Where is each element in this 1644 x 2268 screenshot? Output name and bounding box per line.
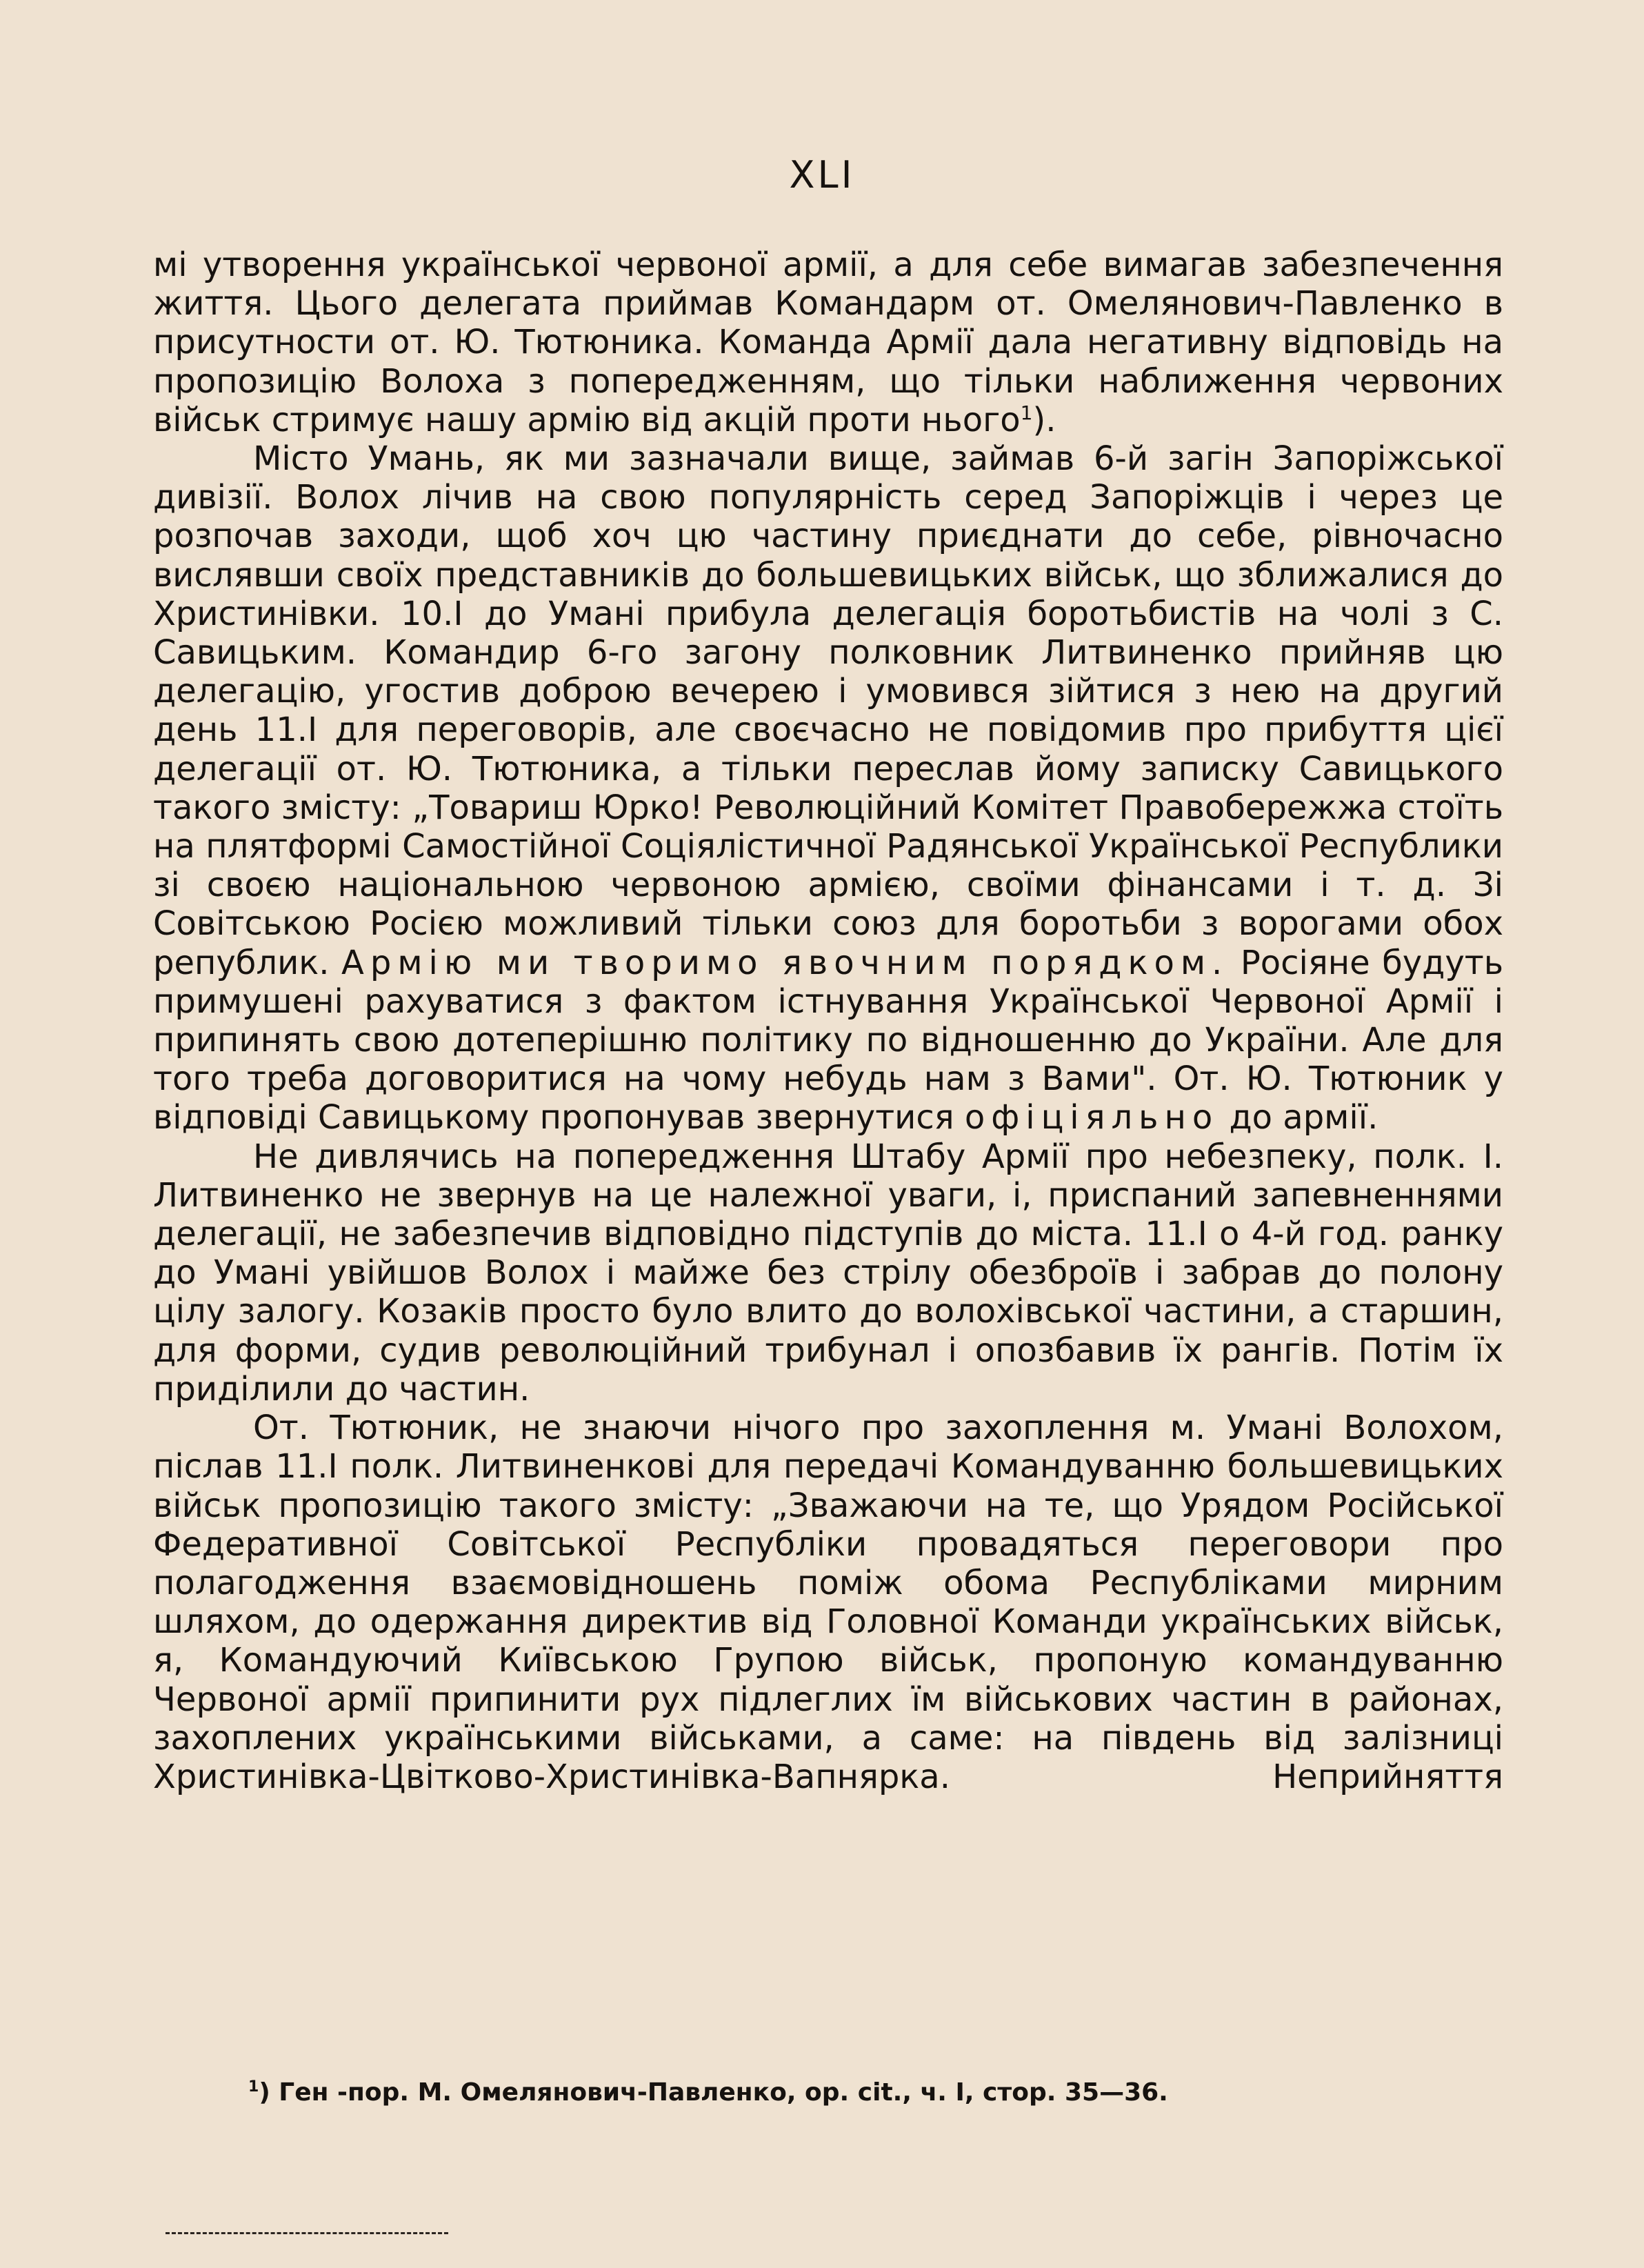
footnote-divider: [166, 2232, 448, 2234]
paragraph-1-text: мі утворення української червоної армії, а для себе вимагав забезпечення життя. Цього делегата приймав Командарм от. Омелянович-Павленко в присутности от. Ю. Тютюника. Команда Армії дала негативну відповідь на пропозицію Волоха з попередженням, що тільки наближення червоних військ стримує нашу армію від акцій проти нього: [153, 246, 1503, 439]
paragraph-2-end: до армії.: [1229, 1098, 1379, 1137]
page-number: XLI: [789, 153, 855, 197]
paragraph-2: [153, 439, 1503, 1137]
footnote-text: ) Ген -пор. М. Омелянович-Павленко, ор. cit., ч. І, стор. 35—36.: [259, 2078, 1168, 2107]
footnote-marker: 1: [248, 2078, 259, 2096]
paragraph-4: [153, 1409, 1503, 1796]
body-text: [153, 246, 1503, 1796]
paragraph-2-emphasis-2: офіціяльно: [964, 1098, 1219, 1137]
paragraph-3: [153, 1137, 1503, 1409]
paragraph-2-text-continued: Росіяне будуть примушені рахуватися з фактом істнування Української Червоної Армії і припинять свою дотеперішню політику по відношенню до України. Але для того треба договоритися на чому небудь нам з Вами". От. Ю. Тютюник у відповіді Савицькому пропонував звернутися: [153, 943, 1504, 1137]
paragraph-3-text: Не дивлячись на попередження Штабу Армії про небезпеку, полк. І. Литвиненко не звернув на це належної уваги, і, приспаний запевненнями делегації, не забезпечив відповідно підступів до міста. 11.І о 4-й год. ранку до Умані увійшов Волох і майже без стрілу обезброїв і забрав до полону цілу залогу. Козаків просто було влито до волохівської частини, а старшин, для форми, судив революційний трибунал і опозбавив їх рангів. Потім їх приділили до частин.: [153, 1137, 1503, 1409]
paragraph-1-end: ).: [1032, 400, 1056, 439]
paragraph-2-text: Місто Умань, як ми зазначали вище, займав 6-й загін Запоріжської дивізії. Волох лічив на свою популярність серед Запоріжців і через це розпочав заходи, щоб хоч цю частину приєднати до себе, рівночасно вислявши своїх представників до большевицьких військ, що зближалися до Христинівки. 10.І до Умані прибула делегація боротьбистів на чолі з С. Савицьким. Командир 6-го загону полковник Литвиненко прийняв цю делегацію, угостив доброю вечерею і умовився зійтися з нею на другий день 11.І для переговорів, але своєчасно не повідомив про прибуття цієї делегації от. Ю. Тютюника, а тільки переслав йому записку Савицького такого змісту: „Товариш Юрко! Революційний Комітет Правобережжа стоїть на плятформі Самостійної Соціялістичної Радянської Української Республики зі своєю національною червоною армією, своїми фінансами і т. д. Зі Совітською Росією можливий тільки союз для боротьби з ворогами обох републик.: [153, 439, 1503, 982]
footnote: [248, 2072, 1421, 2108]
paragraph-1: [153, 246, 1503, 439]
paragraph-2-emphasis: Армію ми творимо явочним порядком.: [341, 943, 1229, 982]
paragraph-4-text: От. Тютюник, не знаючи нічого про захоплення м. Умані Волохом, післав 11.І полк. Литвиненкові для передачі Командуванню большевицьких військ пропозицію такого змісту: „Зважаючи на те, що Урядом Російської Федеративної Совітської Республіки провадяться переговори про полагодження взаємовідношень поміж обома Республіками мирним шляхом, до одержання директив від Головної Команди українських військ, я, Командуючий Київською Групою військ, пропоную командуванню Червоної армії припинити рух підлеглих їм військових частин в районах, захоплених українськими військами, а саме: на південь від залізниці Христинівка-Цвітково-Христинівка-Вапнярка. Неприйняття: [153, 1409, 1503, 1796]
footnote-ref: 1: [1020, 401, 1033, 424]
